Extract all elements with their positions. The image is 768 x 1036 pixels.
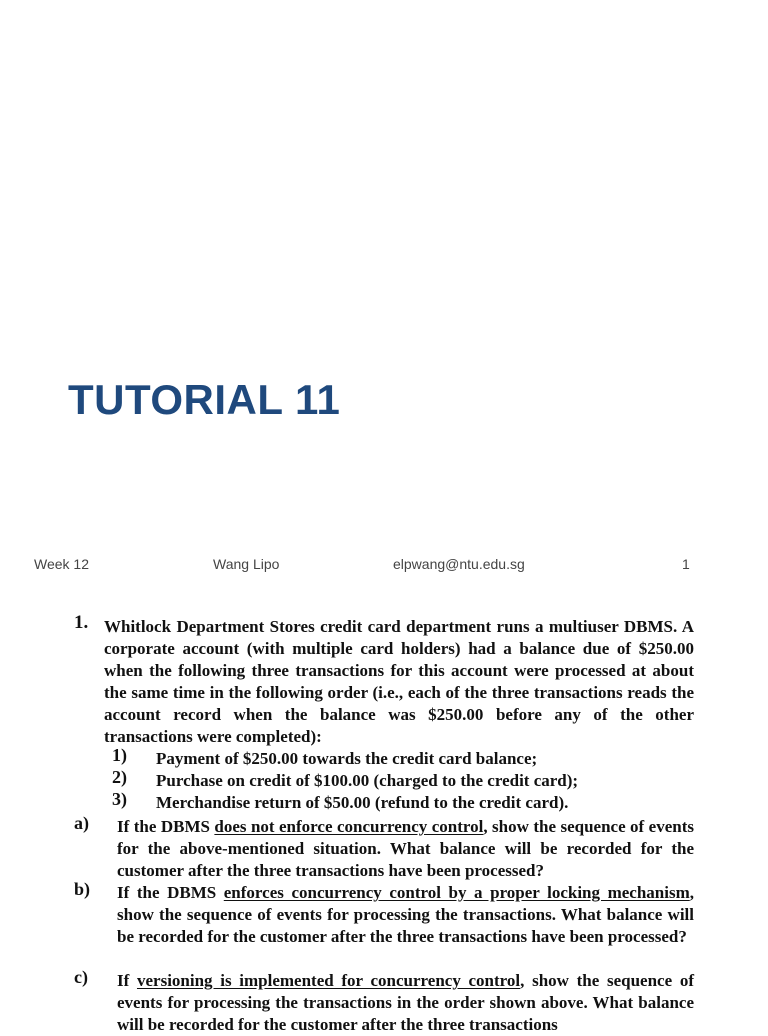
subquestion-emphasis: does not enforce concurrency control xyxy=(214,817,484,836)
subquestion-label: a) xyxy=(74,813,89,833)
slide-title: TUTORIAL 11 xyxy=(68,376,341,423)
subquestion-text-rest: , show the sequence of events for processing the transactions in the order shown above. What balance will be recorded for the customer after the three transactions xyxy=(117,971,694,1034)
question-text: Whitlock Department Stores credit card department runs a multiuser DBMS. A corporate account (with multiple card holders) had a balance due of $250.00 when the following three transactions for this account were processed at about the same time in the following order (i.e., each of the three transactions reads the account record when the balance was $250.00 before any of the other transactions were completed): xyxy=(104,617,694,746)
subquestion-text-rest: , show the sequence of events for the above-mentioned situation. What balance will be recorded for the customer after the three transactions have been processed? xyxy=(117,817,694,880)
subquestion-text-rest: , show the sequence of events for processing the transactions. What balance will be recorded for the customer after the three transactions have been processed? xyxy=(117,883,694,946)
subquestion-text xyxy=(117,970,694,1036)
list-item-number: 3) xyxy=(112,789,127,809)
footer-page-number: 1 xyxy=(682,556,690,572)
list-item-text: Purchase on credit of $100.00 (charged to the credit card); xyxy=(156,771,579,790)
list-item-number: 1) xyxy=(112,745,127,765)
subquestion-text-lead: If the DBMS xyxy=(117,817,215,836)
question-page xyxy=(0,610,768,1034)
subquestion-text-lead: If the DBMS xyxy=(117,883,224,902)
list-item-text: Merchandise return of $50.00 (refund to the credit card). xyxy=(156,793,569,812)
footer-week: Week 12 xyxy=(34,556,89,572)
subquestion-emphasis: enforces concurrency control by a proper locking mechanism xyxy=(223,883,690,902)
subquestion-text xyxy=(117,816,694,882)
subquestion-emphasis: versioning is implemented for concurrency control xyxy=(136,971,521,990)
question-number: 1. xyxy=(74,612,89,633)
list-item-text: Payment of $250.00 towards the credit card balance; xyxy=(156,749,538,768)
footer-author: Wang Lipo xyxy=(213,556,280,572)
subquestion-label: c) xyxy=(74,967,88,987)
transaction-list xyxy=(0,745,768,814)
list-item-number: 2) xyxy=(112,767,127,787)
footer-email: elpwang@ntu.edu.sg xyxy=(393,556,525,572)
subquestion-text xyxy=(117,882,694,948)
subquestion-label: b) xyxy=(74,879,91,899)
list-item xyxy=(0,789,768,814)
subquestion-text-lead: If xyxy=(117,971,137,990)
